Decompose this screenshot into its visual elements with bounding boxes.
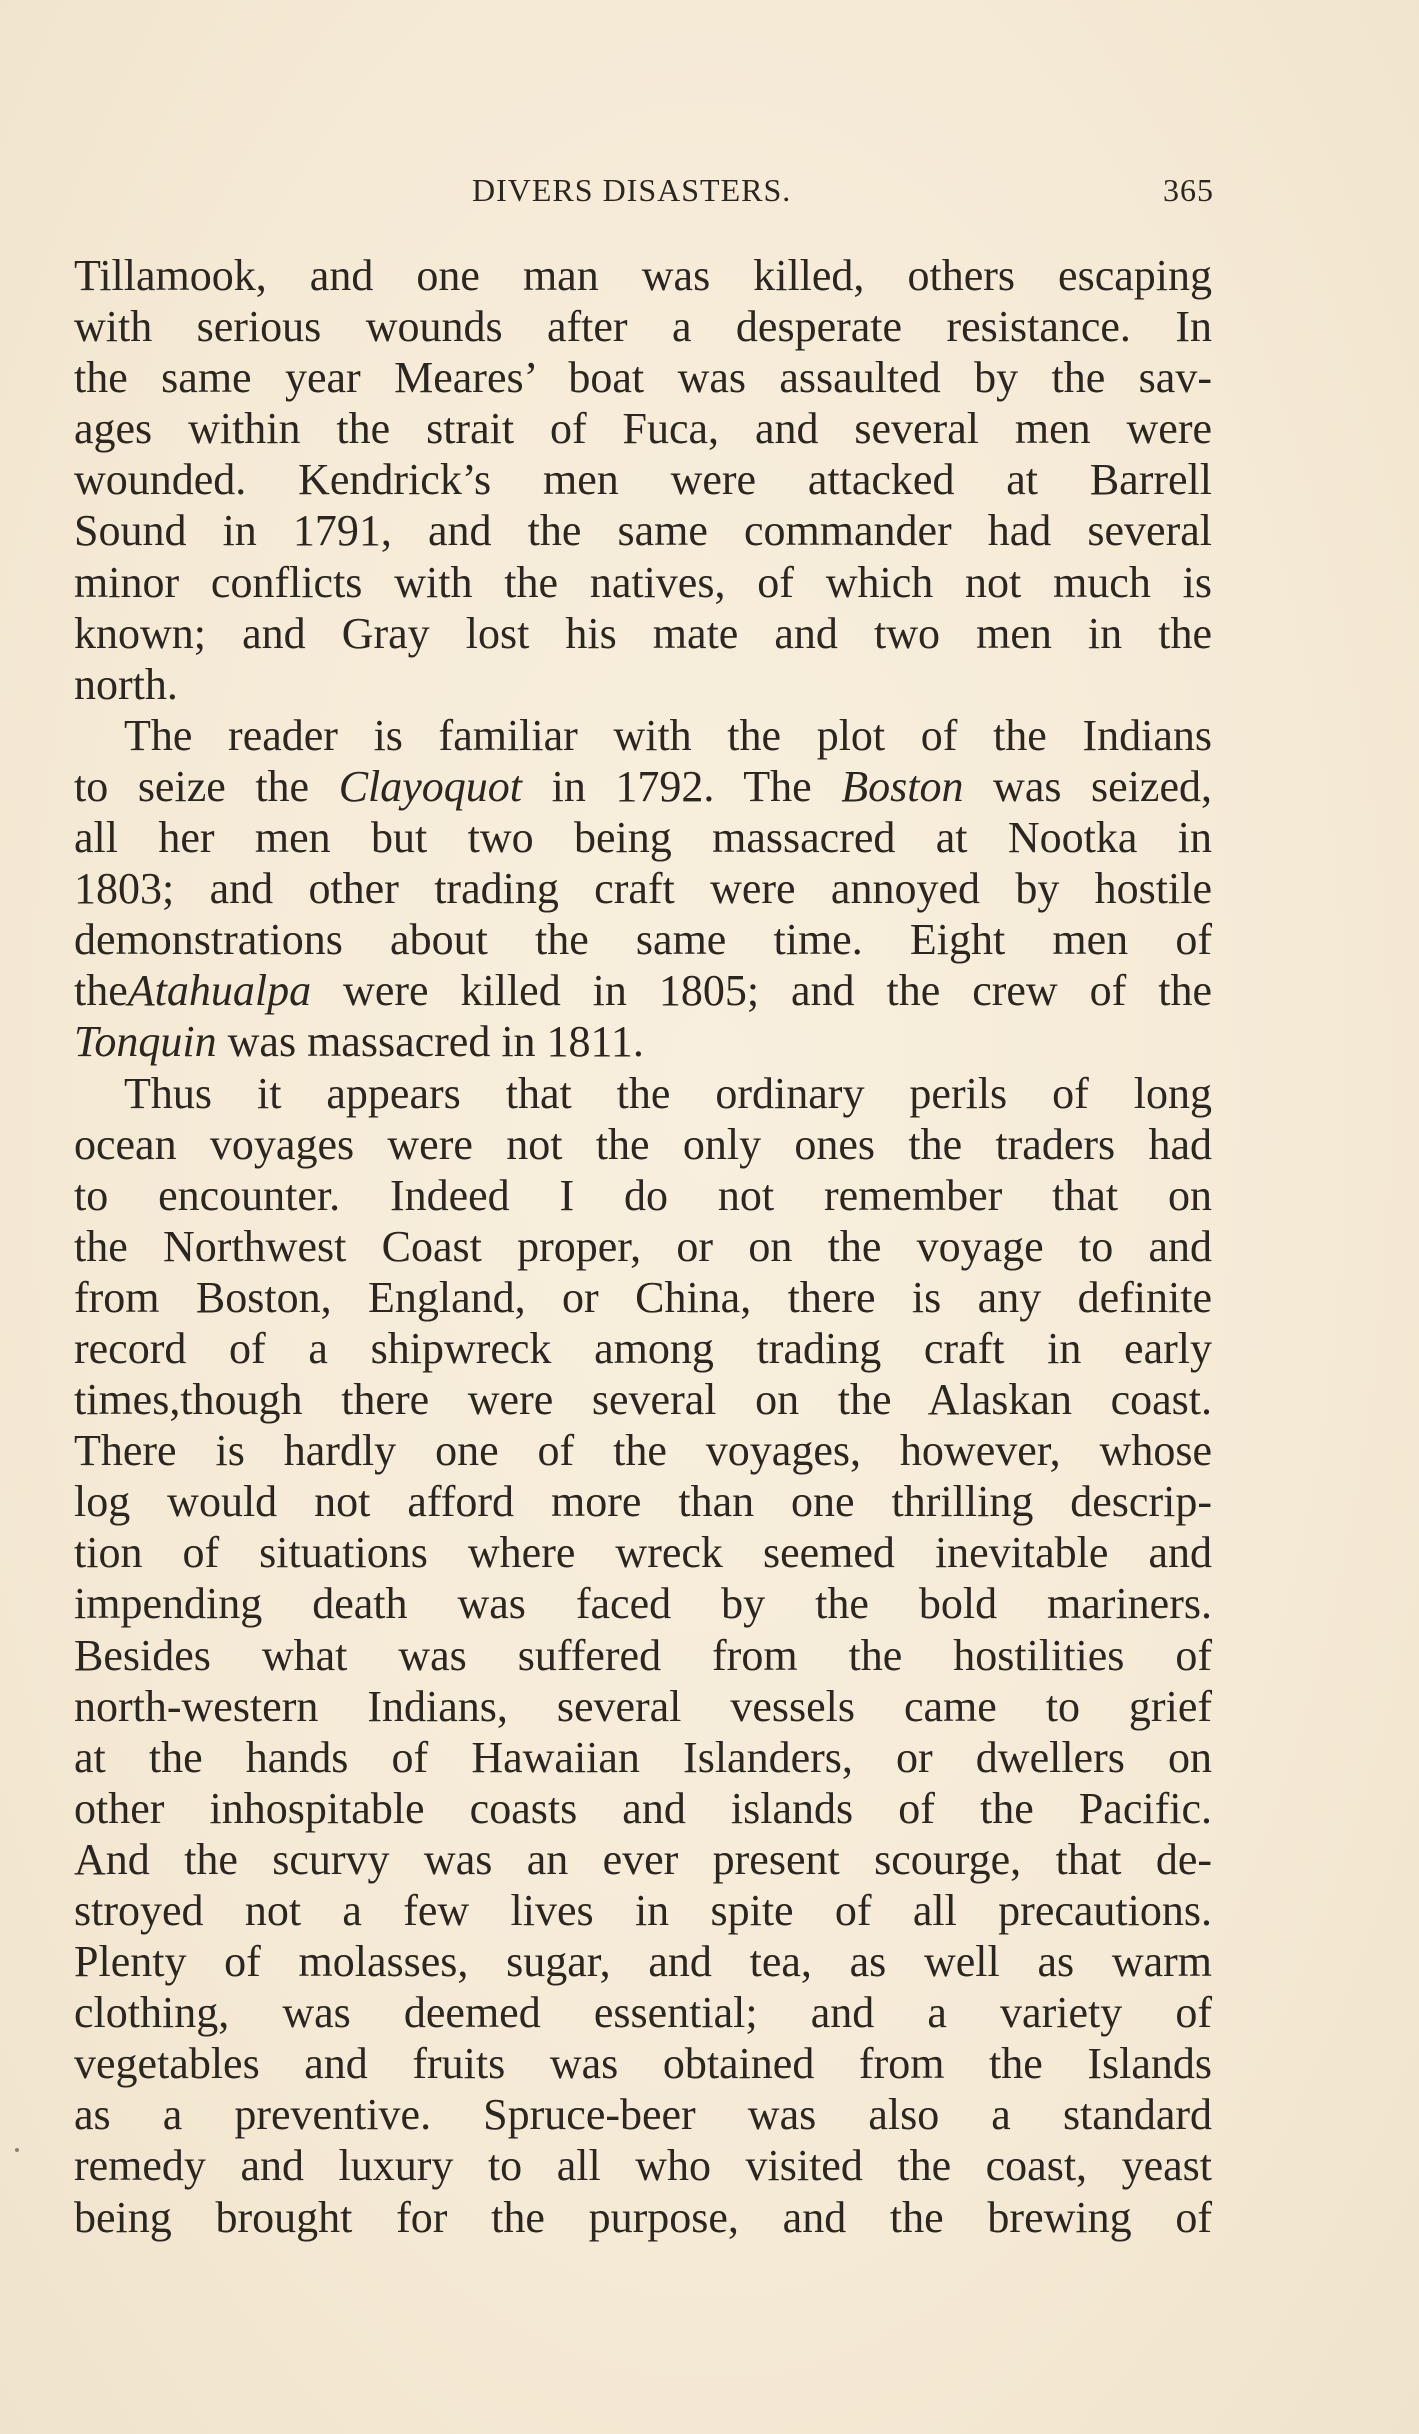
ship-name-italic: Tonquin [74,1017,217,1067]
text-run: were killed in 1805; and the crew of the [311,966,1212,1016]
text-line: all her men but two being massacred at Nootka in [74,813,1212,863]
text-line: demonstrations about the same time. Eight men of [74,915,1212,965]
text-line: log would not afford more than one thrilling descrip- [74,1477,1212,1527]
text-line: ocean voyages were not the only ones the traders had [74,1119,1212,1169]
text-line: wounded. Kendrick’s men were attacked at Barrell [74,455,1212,505]
text-line: north-western Indians, several vessels came to grief [74,1681,1212,1731]
text-run: was massacred in 1811. [216,1017,644,1067]
text-line: minor conflicts with the natives, of which not much is [74,557,1212,607]
text-line: The reader is familiar with the plot of the Indians [124,710,1212,760]
text-line: being brought for the purpose, and the brewing of [74,2192,1212,2242]
text-line: to encounter. Indeed I do not remember that on [74,1170,1212,1220]
body-text [74,250,1212,2243]
text-line: the same year Meares’ boat was assaulted by the sav- [74,353,1212,403]
page-number: 365 [1163,172,1214,208]
text-run: in 1792. The [522,761,842,811]
text-run: the [74,966,128,1016]
margin-speck [15,2148,19,2152]
text-line: as a preventive. Spruce-beer was also a standard [74,2090,1212,2140]
text-line: the Northwest Coast proper, or on the voyage to and [74,1221,1212,1271]
text-line: record of a shipwreck among trading craft in early [74,1323,1212,1373]
text-line: Tillamook, and one man was killed, others escaping [74,251,1212,300]
text-line: tion of situations where wreck seemed inevitable and [74,1528,1212,1578]
text-line: There is hardly one of the voyages, however, whose [74,1426,1212,1476]
text-line: with serious wounds after a desperate resistance. In [74,302,1212,352]
text-line: vegetables and fruits was obtained from the Islands [74,2039,1212,2089]
ship-name-italic: Boston [841,761,964,811]
text-line: known; and Gray lost his mate and two men in the [74,608,1212,658]
text-line: And the scurvy was an ever present scourge, that de- [74,1834,1212,1884]
text-line: 1803; and other trading craft were annoyed by hostile [74,864,1212,914]
text-line [74,965,1212,1016]
text-run: to seize the [74,761,339,811]
text-line [74,1016,1212,1067]
ship-name-italic: Clayoquot [338,761,523,811]
text-line: at the hands of Hawaiian Islanders, or dwellers on [74,1732,1212,1782]
text-run: was seized, [963,761,1212,811]
running-title: DIVERS DISASTERS. [472,172,792,208]
text-line: Thus it appears that the ordinary perils of long [124,1068,1212,1118]
text-line: stroyed not a few lives in spite of all precautions. [74,1886,1212,1935]
text-line: times,though there were several on the Alaskan coast. [74,1375,1212,1425]
text-line: ages within the strait of Fuca, and several men were [74,404,1212,454]
text-line: remedy and luxury to all who visited the coast, yeast [74,2141,1212,2191]
text-line: Sound in 1791, and the same commander had several [74,506,1212,556]
text-line: impending death was faced by the bold mariners. [74,1579,1212,1629]
running-head [472,172,1242,216]
text-line: Besides what was suffered from the hostilities of [74,1630,1212,1680]
text-line: north. [74,659,178,709]
text-line: Plenty of molasses, sugar, and tea, as well as warm [74,1937,1212,1987]
text-line: from Boston, England, or China, there is any definite [74,1272,1212,1322]
text-line: other inhospitable coasts and islands of the Pacific. [74,1783,1212,1833]
text-line [74,761,1212,812]
ship-name-italic: Atahualpa [127,966,312,1016]
text-line: clothing, was deemed essential; and a variety of [74,1988,1212,2038]
